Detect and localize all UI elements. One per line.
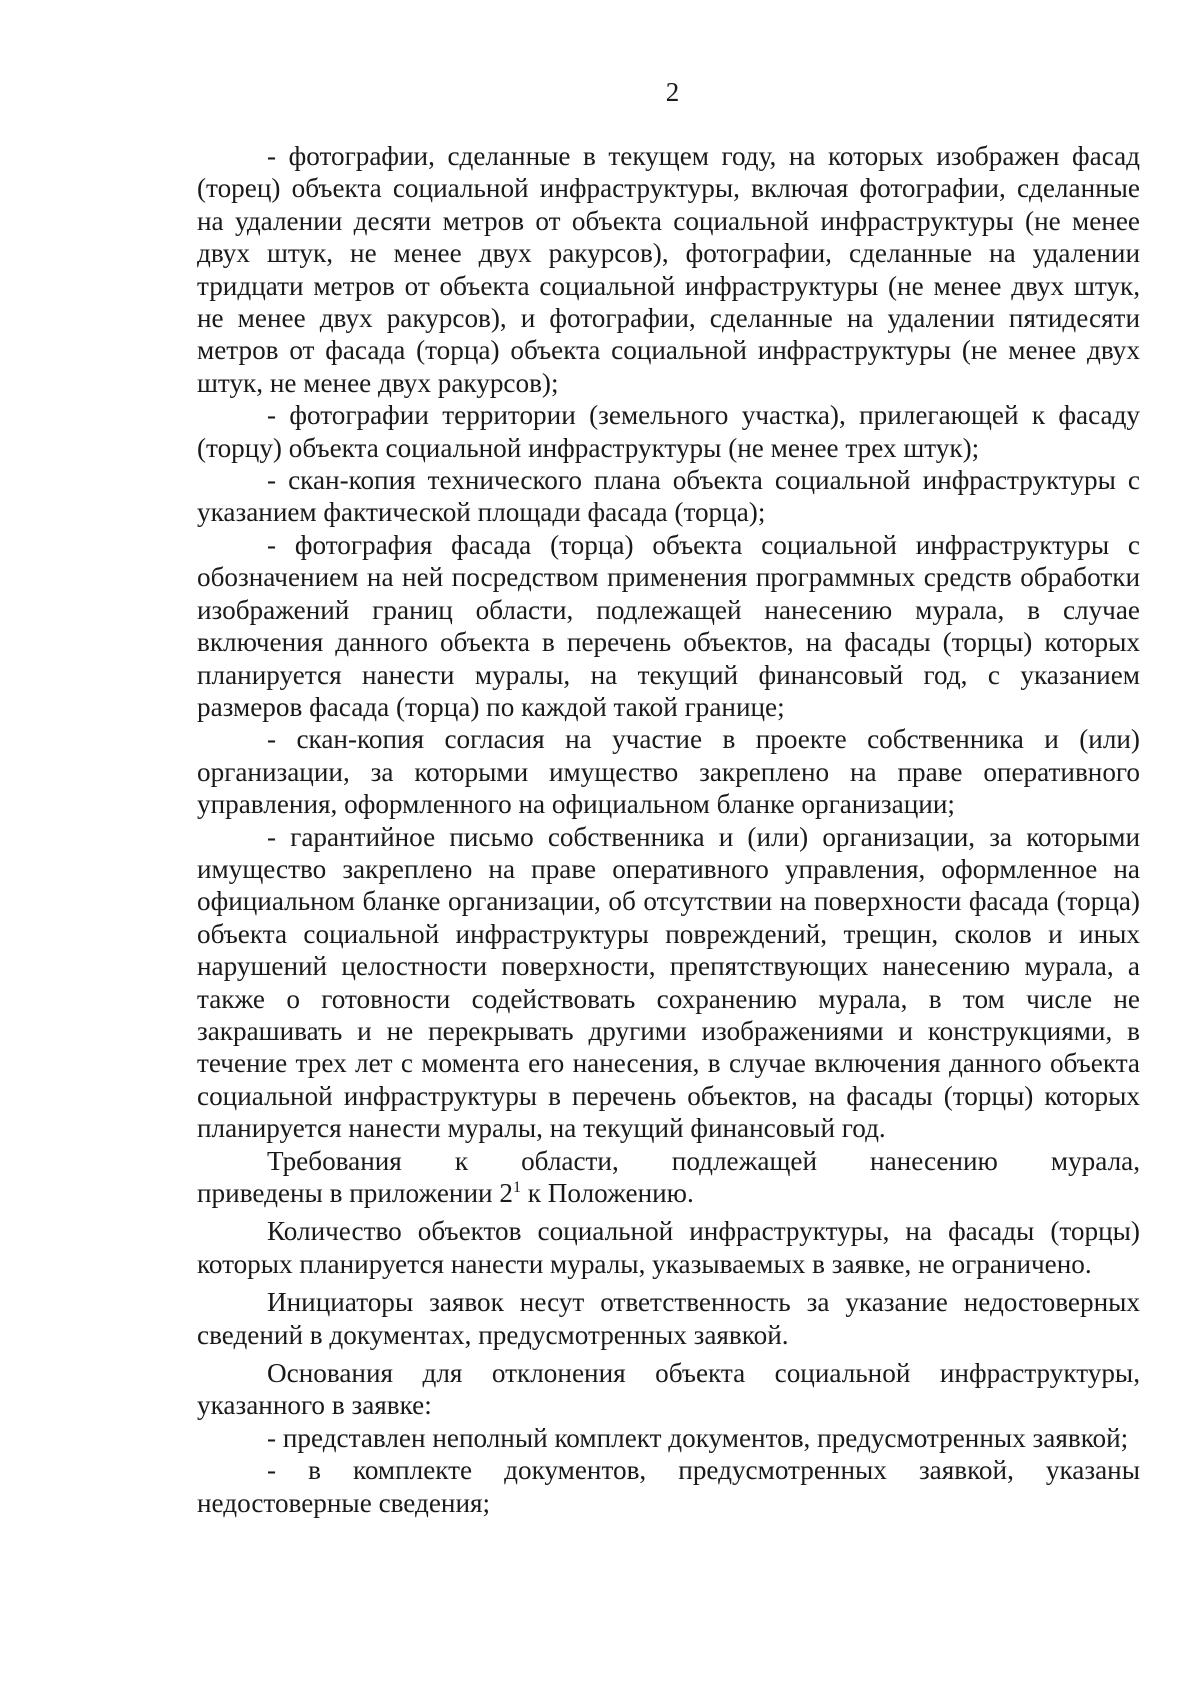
- paragraph-incomplete-set: - представлен неполный комплект документов, предусмотренных заявкой;: [267, 1422, 1129, 1453]
- paragraph-initiators-responsibility: Инициаторы заявок несут ответственность за указание недостоверных сведений в документах, предусмотренных заявкой.: [197, 1287, 1140, 1350]
- requirements-line-2: [197, 1177, 1140, 1209]
- paragraph-photos-facade: - фотографии, сделанные в текущем году, на которых изображен фасад (торец) объекта социальной инфраструктуры, включая фотографии, сделанные на удалении десяти метров от объекта социальной инфраструктуры (не менее двух штук, не менее двух ракурсов), фотографии, сделанные на удалении тридцати метров от объекта социальной инфраструктуры (не менее двух штук, не менее двух ракурсов), и фотографии, сделанные на удалении пятидесяти метров от фасада (торца) объекта социальной инфраструктуры (не менее двух штук, не менее двух ракурсов);: [197, 141, 1140, 398]
- requirements-tail: к Положению.: [520, 1178, 694, 1208]
- paragraph-technical-plan: - скан-копия технического плана объекта социальной инфраструктуры с указанием фактической площади фасада (торца);: [197, 465, 1140, 528]
- paragraph-photos-territory: - фотографии территории (земельного участка), прилегающей к фасаду (торцу) объекта социальной инфраструктуры (не менее трех штук);: [197, 400, 1140, 463]
- paragraph-objects-count: Количество объектов социальной инфраструктуры, на фасады (торцы) которых планируется нанести муралы, указываемых в заявке, не ограничено.: [197, 1216, 1140, 1279]
- paragraph-consent-scan: - скан-копия согласия на участие в проекте собственника и (или) организации, за которыми имущество закреплено на праве оперативного управления, оформленного на официальном бланке организации;: [197, 724, 1140, 820]
- paragraph-false-information: - в комплекте документов, предусмотренных заявкой, указаны недостоверные сведения;: [197, 1455, 1140, 1518]
- appendix-superscript: 1: [512, 1179, 521, 1196]
- paragraph-facade-photo-marked: - фотография фасада (торца) объекта социальной инфраструктуры с обозначением на ней посредством применения программных средств обработки изображений границ области, подлежащей нанесению мурала, в случае включения данного объекта в перечень объектов, на фасады (торцы) которых планируется нанести муралы, на текущий финансовый год, с указанием размеров фасада (торца) по каждой такой границе;: [197, 529, 1140, 722]
- paragraph-rejection-grounds: Основания для отклонения объекта социальной инфраструктуры, указанного в заявке:: [197, 1358, 1140, 1421]
- requirements-line-1: Требования к области, подлежащей нанесению мурала,: [267, 1145, 1140, 1176]
- page-number: 2: [665, 77, 680, 107]
- paragraph-requirements: [197, 1145, 1140, 1210]
- paragraph-guarantee-letter: - гарантийное письмо собственника и (или) организации, за которыми имущество закреплено на праве оперативного управления, оформленное на официальном бланке организации, об отсутствии на поверхности фасада (торца) объекта социальной инфраструктуры повреждений, трещин, сколов и иных нарушений целостности поверхности, препятствующих нанесению мурала, а также о готовности содействовать сохранению мурала, в том числе не закрашивать и не перекрывать другими изображениями и конструкциями, в течение трех лет с момента его нанесения, в случае включения данного объекта социальной инфраструктуры в перечень объектов, на фасады (торцы) которых планируется нанести муралы, на текущий финансовый год.: [197, 821, 1140, 1144]
- document-body: [197, 140, 1140, 1519]
- requirements-text: приведены в приложении 2: [197, 1178, 513, 1208]
